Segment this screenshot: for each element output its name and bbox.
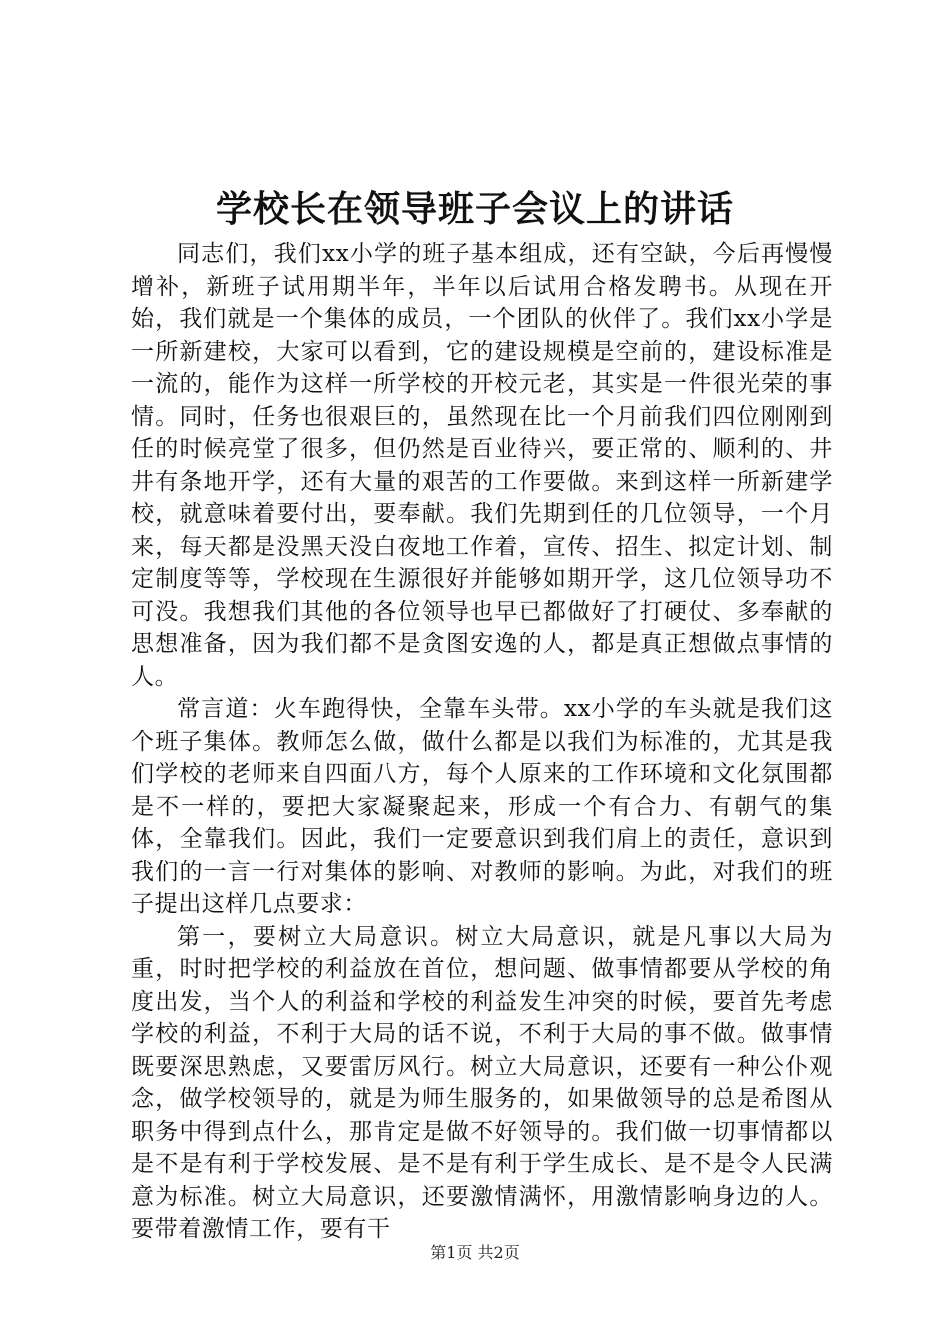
paragraph-1: 同志们，我们xx小学的班子基本组成，还有空缺，今后再慢慢增补，新班子试用期半年，半年以后试用合格发聘书。从现在开始，我们就是一个集体的成员，一个团队的伙伴了。我们xx小学是一所新建校，大家可以看到，它的建设规模是空前的，建设标准是一流的，能作为这样一所学校的开校元老，其实是一件很光荣的事情。同时，任务也很艰巨的，虽然现在比一个月前我们四位刚刚到任的时候亮堂了很多，但仍然是百业待兴，要正常的、顺利的、井井有条地开学，还有大量的艰苦的工作要做。来到这样一所新建学校，就意味着要付出，要奉献。我们先期到任的几位领导，一个月来，每天都是没黑天没白夜地工作着，宣传、招生、拟定计划、制定制度等等，学校现在生源很好并能够如期开学，这几位领导功不可没。我想我们其他的各位领导也早已都做好了打硬仗、多奉献的思想准备，因为我们都不是贪图安逸的人，都是真正想做点事情的人。 (131, 241, 833, 690)
document-body (131, 238, 833, 1246)
paragraph-2: 常言道：火车跑得快，全靠车头带。xx小学的车头就是我们这个班子集体。教师怎么做，做什么都是以我们为标准的，尤其是我们学校的老师来自四面八方，每个人原来的工作环境和文化氛围都是不一样的，要把大家凝聚起来，形成一个有合力、有朝气的集体，全靠我们。因此，我们一定要意识到我们肩上的责任，意识到我们的一言一行对集体的影响、对教师的影响。为此，对我们的班子提出这样几点要求： (131, 696, 833, 917)
page-footer: 第1页 共2页 (430, 1243, 520, 1262)
document-title: 学校长在领导班子会议上的讲话 (215, 188, 734, 230)
paragraph-3: 第一，要树立大局意识。树立大局意识，就是凡事以大局为重，时时把学校的利益放在首位，想问题、做事情都要从学校的角度出发，当个人的利益和学校的利益发生冲突的时候，要首先考虑学校的利益，不利于大局的话不说，不利于大局的事不做。做事情既要深思熟虑，又要雷厉风行。树立大局意识，还要有一种公仆观念，做学校领导的，就是为师生服务的，如果做领导的总是希图从职务中得到点什么，那肯定是做不好领导的。我们做一切事情都以是不是有利于学校发展、是不是有利于学生成长、是不是令人民满意为标准。树立大局意识，还要激情满怀，用激情影响身边的人。要带着激情工作，要有干 (131, 923, 833, 1242)
